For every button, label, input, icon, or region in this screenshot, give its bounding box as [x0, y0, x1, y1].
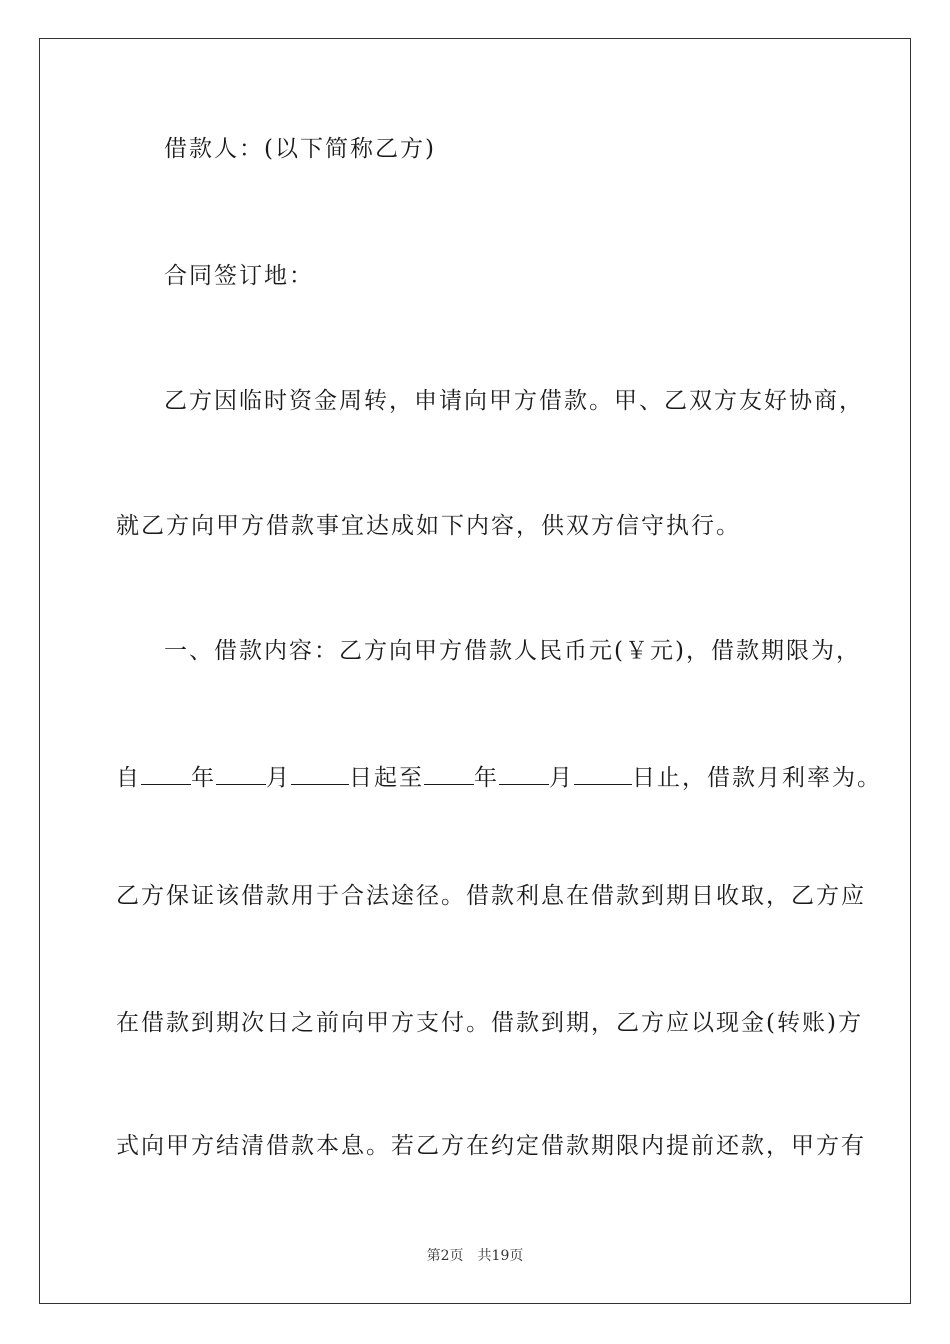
date-text-from: 自	[116, 765, 141, 791]
page-border	[39, 38, 911, 1304]
end-year-blank	[424, 762, 474, 785]
date-text-month: 月	[266, 765, 291, 791]
start-year-blank	[141, 762, 191, 785]
page-number: 第2页	[426, 1248, 464, 1264]
page-footer	[0, 1247, 950, 1265]
date-text-end: 日止，借款月利率为。	[632, 765, 882, 791]
date-text-year-2: 年	[474, 765, 499, 791]
loan-content-line: 一、借款内容：乙方向甲方借款人民币元(￥元)，借款期限为，	[164, 638, 861, 664]
start-day-blank	[291, 762, 349, 785]
paragraph-line: 在借款到期次日之前向甲方支付。借款到期，乙方应以现金(转账)方	[116, 1010, 863, 1036]
end-day-blank	[574, 762, 632, 785]
paragraph-line: 式向甲方结清借款本息。若乙方在约定借款期限内提前还款，甲方有	[116, 1133, 866, 1159]
date-text-to: 日起至	[349, 765, 424, 791]
borrower-line: 借款人：(以下简称乙方)	[164, 136, 436, 162]
loan-period-line	[116, 762, 882, 793]
paragraph-line: 乙方因临时资金周转，申请向甲方借款。甲、乙双方友好协商，	[164, 388, 864, 414]
start-month-blank	[216, 762, 266, 785]
signing-place-line: 合同签订地：	[164, 263, 314, 289]
date-text-month-2: 月	[549, 765, 574, 791]
end-month-blank	[499, 762, 549, 785]
page-total: 共19页	[477, 1248, 524, 1264]
paragraph-line: 就乙方向甲方借款事宜达成如下内容，供双方信守执行。	[116, 513, 741, 539]
paragraph-line: 乙方保证该借款用于合法途径。借款利息在借款到期日收取，乙方应	[116, 883, 866, 909]
date-text-year: 年	[191, 765, 216, 791]
